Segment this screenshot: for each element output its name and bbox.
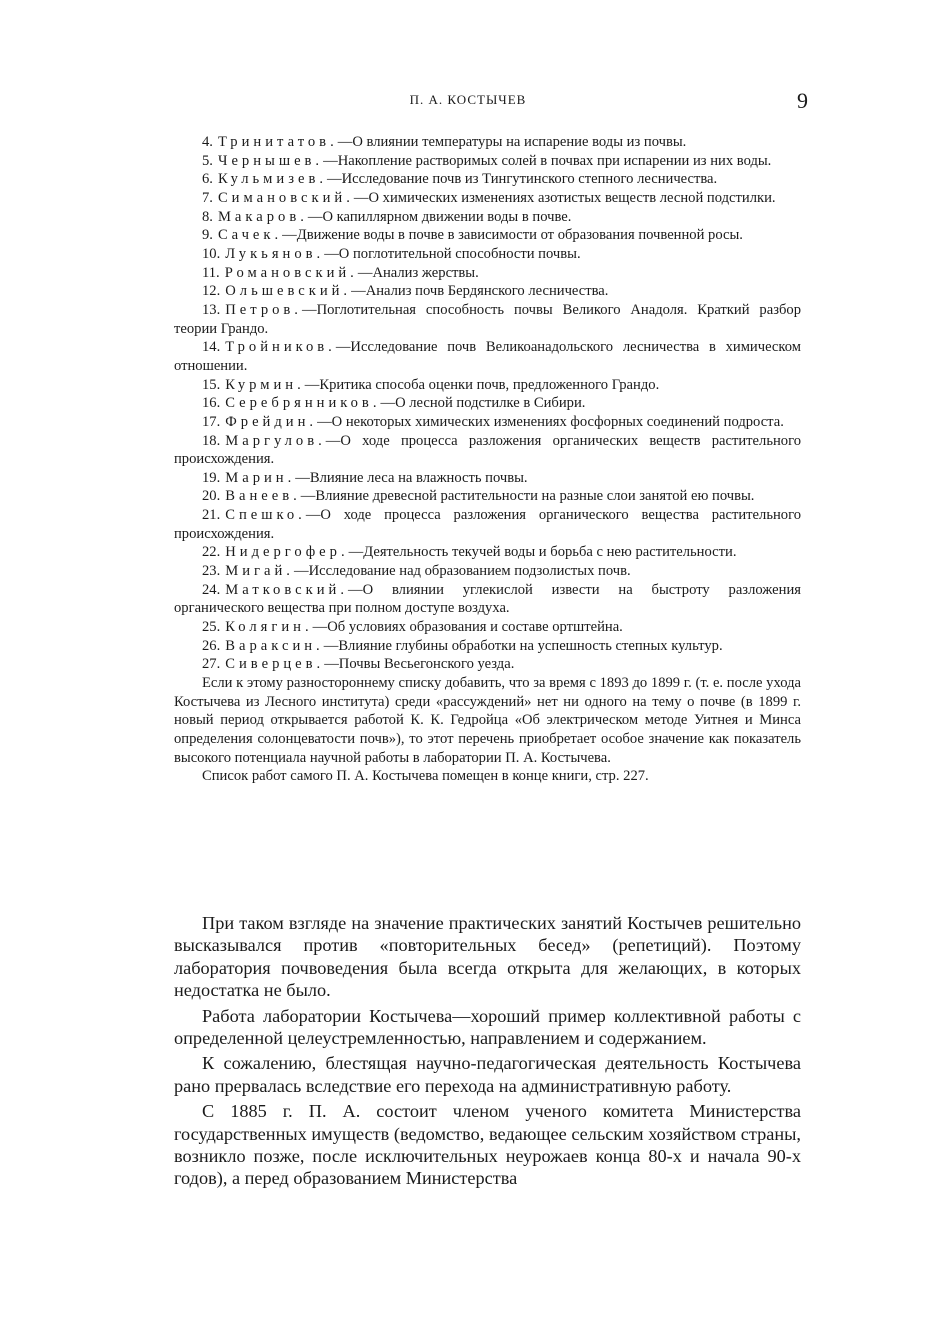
thesis-number: 20.: [202, 488, 221, 505]
thesis-item: [174, 226, 801, 245]
thesis-title: —Влияние глубины обработки на успешность степных культур.: [323, 637, 723, 654]
paragraph: С 1885 г. П. А. состоит членом ученого комитета Министерства государственных имуществ (ведомство, ведающее сельским хозяйством страны, возникло позже, после исключительных неурожаев конца 80-х и начала 90-х годов), а перед образованием Министерства: [174, 1101, 801, 1189]
thesis-item: [174, 170, 801, 189]
thesis-item: [174, 394, 801, 413]
thesis-item: [174, 562, 801, 581]
thesis-title: —Влияние древесной растительности на разные слои занятой ею почвы.: [300, 488, 755, 505]
thesis-title: —О капиллярном движении воды в почве.: [307, 208, 572, 225]
thesis-item: [174, 376, 801, 395]
thesis-title: —Исследование почв из Тингутинского степного лесничества.: [327, 171, 718, 188]
thesis-number: 27.: [202, 656, 221, 673]
paragraph: К сожалению, блестящая научно-педагогическая деятельность Костычева рано прервалась вследствие его перехода на административную работу.: [174, 1053, 801, 1096]
thesis-item: [174, 245, 801, 264]
thesis-list: [174, 133, 801, 674]
thesis-item: [174, 637, 801, 656]
thesis-title: —Исследование почв Великоанадольского лесничества в химическом отношении.: [174, 339, 801, 374]
thesis-author: Курмин.: [225, 376, 305, 393]
thesis-item: [174, 282, 801, 301]
thesis-number: 22.: [202, 544, 221, 561]
thesis-title: —О ходе процесса разложения органических веществ растительного происхождения.: [174, 432, 801, 468]
thesis-author: Сиверцев.: [225, 656, 325, 673]
thesis-author: Нидергофер.: [225, 544, 349, 561]
running-title: П. А. КОСТЫЧЕВ: [409, 92, 527, 107]
thesis-item: [174, 655, 801, 674]
thesis-author: Макаров.: [217, 208, 308, 225]
thesis-title: —Накопление растворимых солей в почвах при испарении из них воды.: [323, 152, 772, 169]
thesis-author: Сачек.: [217, 227, 283, 244]
thesis-author: Матковский.: [225, 581, 348, 598]
thesis-number: 14.: [202, 339, 221, 356]
thesis-title: —Поглотительная способность почвы Великого Анадоля. Краткий разбор теории Грандо.: [174, 301, 801, 337]
thesis-number: 18.: [202, 432, 221, 449]
thesis-number: 5.: [202, 152, 213, 169]
thesis-author: Колягин.: [225, 619, 313, 636]
thesis-title: —О влиянии температуры на испарение воды из почвы.: [337, 134, 687, 150]
body-text: [174, 912, 801, 1193]
thesis-number: 16.: [202, 395, 221, 412]
thesis-author: Серебрянников.: [225, 395, 381, 412]
thesis-number: 24.: [202, 581, 221, 598]
thesis-author: Мигай.: [225, 563, 294, 580]
thesis-title: —Движение воды в почве в зависимости от образования почвенной росы.: [282, 227, 743, 244]
thesis-item: [174, 413, 801, 432]
thesis-number: 15.: [202, 376, 221, 393]
thesis-author: Романовский.: [224, 264, 358, 281]
thesis-number: 19.: [202, 469, 221, 486]
page-number: 9: [797, 88, 808, 113]
thesis-item: [174, 133, 801, 152]
thesis-number: 23.: [202, 563, 221, 580]
thesis-title: —Об условиях образования и составе ортштейна.: [312, 619, 623, 636]
thesis-title: —О влиянии углекислой извести на быстроту разложения органического вещества при полном доступе воздуха.: [174, 581, 801, 617]
thesis-title: —Анализ почв Бердянского лесничества.: [351, 283, 609, 300]
thesis-title: —Деятельность текучей воды и борьба с нею растительности.: [348, 544, 737, 561]
thesis-author: Спешко.: [225, 507, 306, 524]
thesis-title: —О лесной подстилке в Сибири.: [380, 395, 586, 412]
thesis-item: [174, 338, 801, 375]
thesis-title: —О ходе процесса разложения органического вещества растительного происхождения.: [174, 507, 801, 542]
thesis-author: Симановский.: [217, 189, 354, 206]
footnote-reference: Список работ самого П. А. Костычева помещен в конце книги, стр. 227.: [202, 768, 649, 785]
thesis-author: Вараксин.: [225, 637, 324, 654]
thesis-author: Тройников.: [225, 339, 336, 356]
thesis-author: Марин.: [225, 469, 296, 486]
thesis-item: [174, 469, 801, 488]
thesis-item: [174, 301, 801, 338]
thesis-number: 6.: [202, 171, 213, 188]
thesis-title: —Исследование над образованием подзолистых почв.: [293, 563, 631, 580]
thesis-title: —О химических изменениях азотистых веществ лесной подстилки.: [353, 189, 776, 206]
thesis-number: 7.: [202, 189, 213, 206]
thesis-item: [174, 618, 801, 637]
thesis-number: 21.: [202, 507, 221, 524]
thesis-author: Ольшевский.: [225, 283, 352, 300]
thesis-item: [174, 581, 801, 618]
running-head: [0, 90, 936, 114]
thesis-title: —О некоторых химических изменениях фосфорных соединений подроста.: [317, 413, 784, 430]
thesis-author: Маргулов.: [225, 432, 326, 449]
thesis-item: [174, 208, 801, 227]
thesis-number: 10.: [202, 245, 221, 262]
thesis-number: 13.: [202, 301, 221, 318]
thesis-title: —О поглотительной способности почвы.: [324, 245, 581, 262]
thesis-number: 8.: [202, 208, 213, 225]
thesis-item: [174, 152, 801, 171]
thesis-number: 25.: [202, 619, 221, 636]
paragraph: Работа лаборатории Костычева—хороший пример коллективной работы с определенной целеустремленностью, направлением и содержанием.: [174, 1005, 801, 1049]
thesis-author: Петров.: [225, 301, 302, 318]
thesis-item: [174, 189, 801, 208]
thesis-author: Тринитатов.: [217, 134, 338, 150]
thesis-title: —Критика способа оценки почв, предложенного Грандо.: [304, 376, 660, 393]
thesis-title: —Анализ жерствы.: [357, 264, 479, 281]
thesis-item: [174, 487, 801, 506]
thesis-item: [174, 506, 801, 543]
thesis-title: —Влияние леса на влажность почвы.: [295, 469, 528, 486]
thesis-author: Чернышев.: [217, 152, 324, 169]
thesis-author: Кульмизев.: [217, 171, 328, 188]
thesis-number: 4.: [202, 134, 213, 150]
thesis-author: Лукьянов.: [225, 245, 325, 262]
thesis-number: 12.: [202, 283, 221, 300]
thesis-author: Фрейдин.: [225, 413, 318, 430]
thesis-item: [174, 432, 801, 469]
footnote-thesis-list: [174, 133, 801, 786]
thesis-number: 17.: [202, 413, 221, 430]
thesis-number: 9.: [202, 227, 213, 244]
paragraph: При таком взгляде на значение практических занятий Костычев решительно высказывался против «повторительных бесед» (репетиций). Поэтому лаборатория почвоведения была всегда открыта для желающих, в которых недостатка не было.: [174, 913, 801, 1001]
thesis-number: 26.: [202, 637, 221, 654]
thesis-number: 11.: [202, 264, 220, 281]
thesis-item: [174, 264, 801, 283]
thesis-author: Ванеев.: [225, 488, 301, 505]
footnote-note: Если к этому разностороннему списку добавить, что за время с 1893 до 1899 г. (т. е. после ухода Костычева из Лесного института) среди «рассуждений» нет ни одного на тему о почве (в 1899 г. новый период открывается работой К. К. Гедройца «Об электрическом методе Уитнея и Минса определения солонцеватости почв»), то этот перечень приобретает особое значение как показатель высокого потенциала научной работы в лаборатории П. А. Костычева.: [174, 675, 801, 766]
thesis-item: [174, 543, 801, 562]
thesis-title: —Почвы Весьегонского уезда.: [324, 656, 515, 673]
